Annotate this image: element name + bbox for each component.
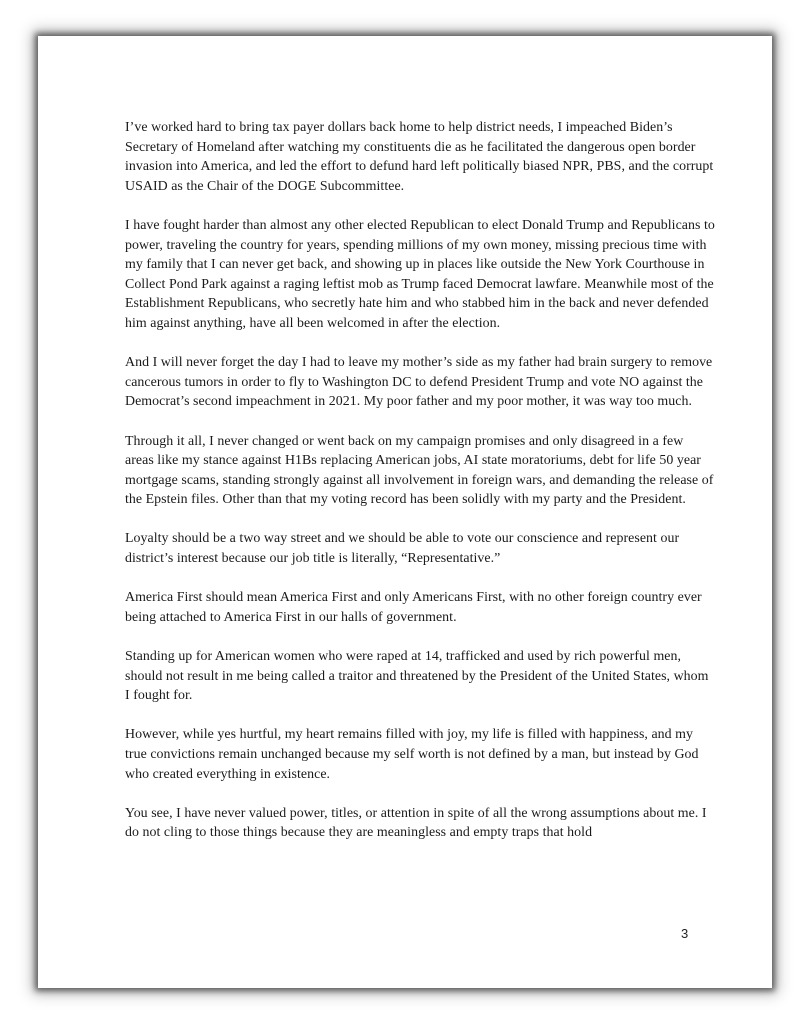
paragraph: Through it all, I never changed or went back on my campaign promises and only disagreed in a few areas like my stance against H1Bs replacing American jobs, AI state moratoriums, debt for life 50 year mortgage scams, standing strongly against all involvement in foreign wars, and demanding the release of the Epstein files. Other than that my voting record has been solidly with my party and the President. [125, 433, 714, 508]
paragraph: However, while yes hurtful, my heart remains filled with joy, my life is filled with happiness, and my true convictions remain unchanged because my self worth is not defined by a man, but instead by God who created everything in existence. [125, 727, 699, 782]
paragraph: And I will never forget the day I had to leave my mother’s side as my father had brain surgery to remove cancerous tumors in order to fly to Washington DC to defend President Trump and vote NO against the Democrat’s second impeachment in 2021. My poor father and my poor mother, it was way too much. [125, 355, 713, 410]
document-page [38, 36, 772, 988]
paragraph: I have fought harder than almost any other elected Republican to elect Donald Trump and Republicans to power, traveling the country for years, spending millions of my own money, missing precious time with my family that I can never get back, and showing up in places like outside the New York Courthouse in Collect Pond Park against a raging leftist mob as Trump faced Democrat lawfare. Meanwhile most of the Establishment Republicans, who secretly hate him and who stabbed him in the back and never defended him against anything, have all been welcomed in after the election. [125, 217, 715, 331]
paragraph: You see, I have never valued power, titles, or attention in spite of all the wrong assumptions about me. I do not cling to those things because they are meaningless and empty traps that hold [125, 805, 707, 841]
paragraph: I’ve worked hard to bring tax payer dollars back home to help district needs, I impeached Biden’s Secretary of Homeland after watching my constituents die as he facilitated the dangerous open border invasion into America, and led the effort to defund hard left politically biased NPR, PBS, and the corrupt USAID as the Chair of the DOGE Subcommittee. [125, 120, 714, 194]
paragraph: Loyalty should be a two way street and we should be able to vote our conscience and represent our district’s interest because our job title is literally, “Representative.” [125, 531, 680, 567]
paragraph: Standing up for American women who were raped at 14, trafficked and used by rich powerful men, should not result in me being called a traitor and threatened by the President of the United States, whom I fought for. [125, 649, 709, 704]
page-number: 3 [681, 926, 689, 941]
page-body [125, 118, 715, 863]
paragraph: America First should mean America First and only Americans First, with no other foreign country ever being attached to America First in our halls of government. [125, 590, 702, 625]
